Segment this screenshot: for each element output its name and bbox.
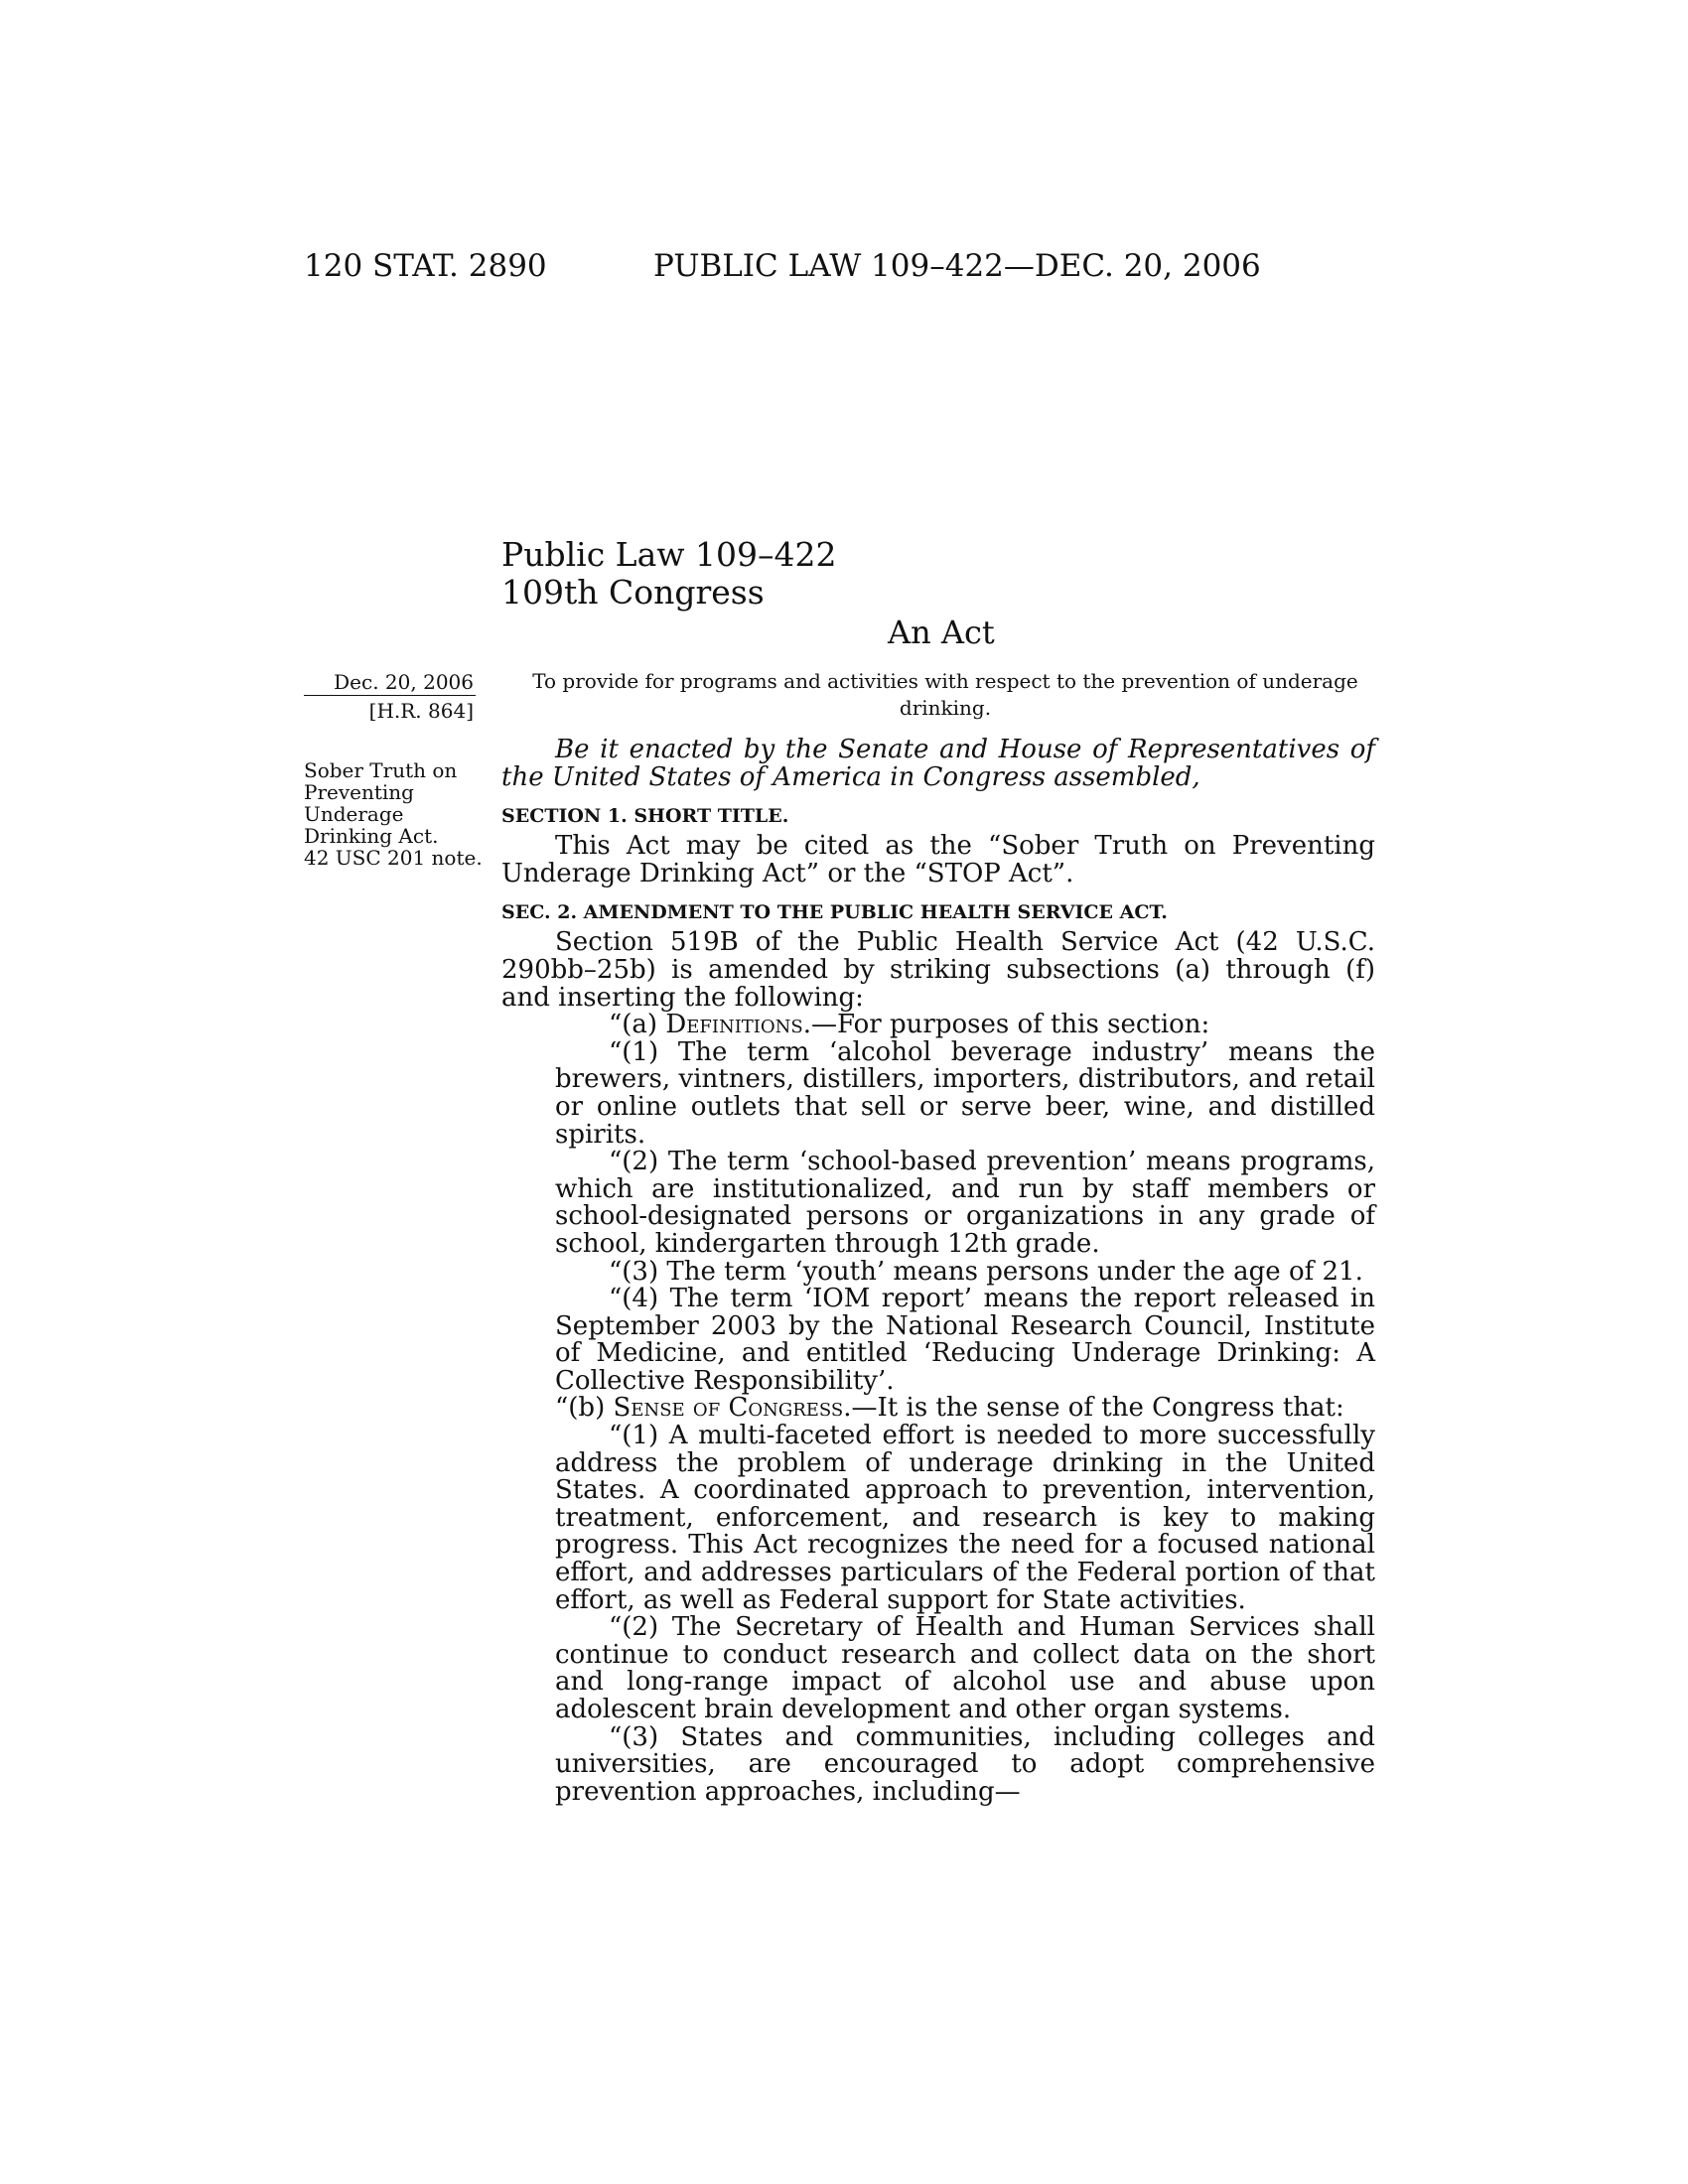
inserted-text: [501, 1012, 1375, 1039]
paragraph-b1: “(1) A multi-faceted effort is needed to more successfully address the problem of underage drinking in the United States. A coordinated approach to prevention, intervention, treatment, enforcement, and research is key to making progress. This Act recognizes the need for a focused national effort, and addresses particulars of the Federal portion of that effort, as well as Federal support for State activities.: [555, 1421, 1375, 1615]
subsection-a-prefix: “(a): [609, 1010, 666, 1040]
paragraph-a4: “(4) The term ‘IOM report’ means the report released in September 2003 by the National Research Council, Institute of Medicine, and entitled ‘Reducing Underage Drinking: A Collective Responsibility’.: [555, 1284, 1375, 1396]
paragraph-a1: “(1) The term ‘alcohol beverage industry’ means the brewers, vintners, distillers, importers, distributors, and retail or online outlets that sell or serve beer, wine, and distilled spirits.: [555, 1036, 1375, 1150]
law-number: Public Law 109–422: [501, 535, 837, 574]
law-title-block: [501, 536, 836, 612]
sidenote-rule: [304, 695, 476, 696]
subsection-a-heading: Definitions: [665, 1010, 803, 1040]
paragraph-a2: “(2) The term ‘school-based prevention’ means programs, which are institutionalized, and run by staff members or school-designated persons or organizations in any grade of school, kindergarten through 12th grade.: [555, 1147, 1375, 1259]
subsection-a-text: .—For purposes of this section:: [802, 1010, 1210, 1040]
sidenote-citation: 42 USC 201 note.: [304, 846, 483, 870]
running-head-right: PUBLIC LAW 109–422—DEC. 20, 2006: [653, 248, 1261, 284]
section-2-heading: SEC. 2. AMENDMENT TO THE PUBLIC HEALTH SERVICE ACT.: [501, 901, 1168, 924]
subsection-b: [501, 1395, 1375, 1423]
subsection-b-text: .—It is the sense of the Congress that:: [843, 1393, 1344, 1424]
subsection-b-heading: Sense of Congress: [613, 1393, 844, 1424]
sidenote-short-title: [304, 759, 492, 869]
section-1-text: This Act may be cited as the “Sober Truth on Preventing Underage Drinking Act” or the “STOP Act”.: [501, 831, 1375, 888]
sidenote-bill: [H.R. 864]: [368, 699, 474, 723]
section-1-heading: SECTION 1. SHORT TITLE.: [501, 805, 789, 828]
subsection-a: [555, 1012, 1375, 1039]
subsection-b-prefix: “(b): [555, 1393, 614, 1424]
running-head-left: 120 STAT. 2890: [304, 248, 547, 284]
sidenote-short-title-text: Sober Truth on Preventing Underage Drinking Act.: [304, 758, 458, 848]
paragraph-b3: “(3) States and communities, including colleges and universities, are encouraged to adopt comprehensive prevention approaches, including—: [555, 1721, 1375, 1807]
paragraph-b2: “(2) The Secretary of Health and Human Services shall continue to conduct research and collect data on the short and long-range impact of alcohol use and abuse upon adolescent brain development and other organ systems.: [555, 1612, 1375, 1724]
enacting-clause: Be it enacted by the Senate and House of Representatives of the United States of America in Congress assembled,: [501, 735, 1375, 792]
act-heading: An Act: [888, 614, 995, 651]
paragraph-a3: “(3) The term ‘youth’ means persons under the age of 21.: [609, 1256, 1363, 1287]
act-body: [501, 737, 1375, 1806]
purpose-clause: To provide for programs and activities with respect to the prevention of underage drinking.: [532, 669, 1358, 720]
sidenote-date: Dec. 20, 2006: [334, 670, 474, 694]
congress: 109th Congress: [501, 573, 765, 612]
section-2-intro: Section 519B of the Public Health Service Act (42 U.S.C. 290bb–25b) is amended by striking subsections (a) through (f) and inserting the following:: [501, 927, 1375, 1013]
